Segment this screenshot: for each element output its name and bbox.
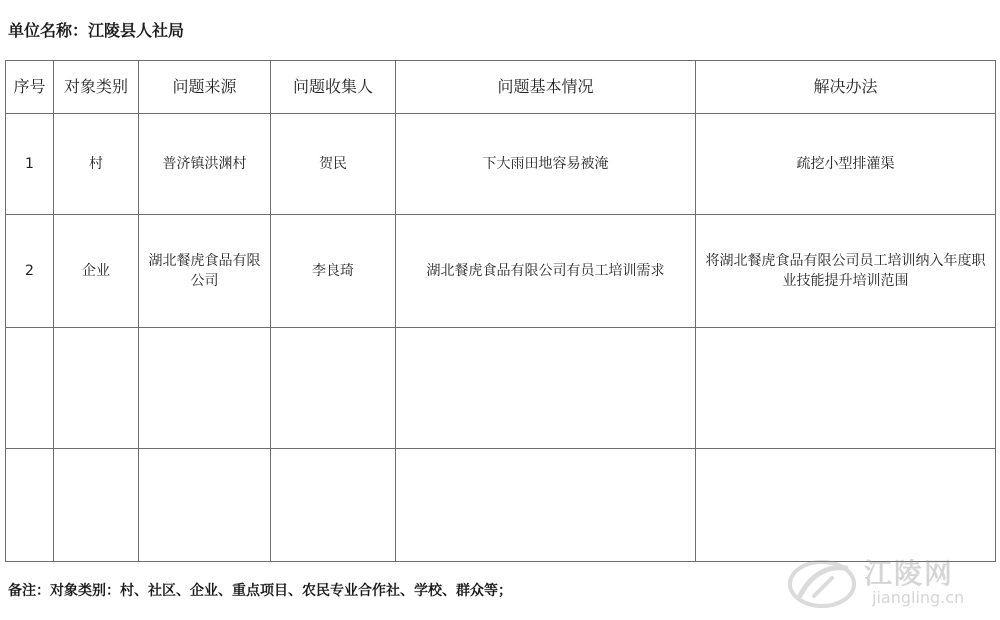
cell-no: [6, 449, 54, 562]
cell-solution: [696, 449, 996, 562]
cell-situation: 下大雨田地容易被淹: [396, 114, 696, 215]
table-row-empty: [6, 449, 996, 562]
cell-collector: [271, 328, 396, 449]
cell-no: [6, 328, 54, 449]
table-header-row: [6, 61, 996, 114]
cell-source: [139, 449, 271, 562]
footnote: 备注：对象类别：村、社区、企业、重点项目、农民专业合作社、学校、群众等；: [8, 583, 512, 599]
cell-solution: 将湖北餐虎食品有限公司员工培训纳入年度职业技能提升培训范围: [696, 215, 996, 328]
cell-situation: 湖北餐虎食品有限公司有员工培训需求: [396, 215, 696, 328]
cell-category: 企业: [54, 215, 139, 328]
column-header-solution: 解决办法: [696, 61, 996, 114]
column-header-no: 序号: [6, 61, 54, 114]
unit-name: 单位名称：江陵县人社局: [8, 21, 185, 40]
watermark-text: 江陵网: [864, 557, 955, 590]
cell-situation: [396, 328, 696, 449]
cell-collector: 贺民: [271, 114, 396, 215]
cell-solution: 疏挖小型排灌渠: [696, 114, 996, 215]
cell-source: 普济镇洪渊村: [139, 114, 271, 215]
watermark-url: jiangling.cn: [872, 588, 965, 607]
cell-category: [54, 449, 139, 562]
column-header-situation: 问题基本情况: [396, 61, 696, 114]
cell-category: [54, 328, 139, 449]
cell-solution: [696, 328, 996, 449]
logo-swirl-icon: [786, 552, 858, 616]
issue-table: [5, 60, 996, 562]
column-header-source: 问题来源: [139, 61, 271, 114]
column-header-collector: 问题收集人: [271, 61, 396, 114]
cell-source: 湖北餐虎食品有限公司: [139, 215, 271, 328]
table-row: [6, 114, 996, 215]
column-header-category: 对象类别: [54, 61, 139, 114]
table-row-empty: [6, 328, 996, 449]
cell-source: [139, 328, 271, 449]
cell-collector: 李良琦: [271, 215, 396, 328]
cell-situation: [396, 449, 696, 562]
cell-no: 1: [6, 114, 54, 215]
site-watermark: [786, 546, 986, 614]
cell-collector: [271, 449, 396, 562]
table-row: [6, 215, 996, 328]
cell-no: 2: [6, 215, 54, 328]
cell-category: 村: [54, 114, 139, 215]
